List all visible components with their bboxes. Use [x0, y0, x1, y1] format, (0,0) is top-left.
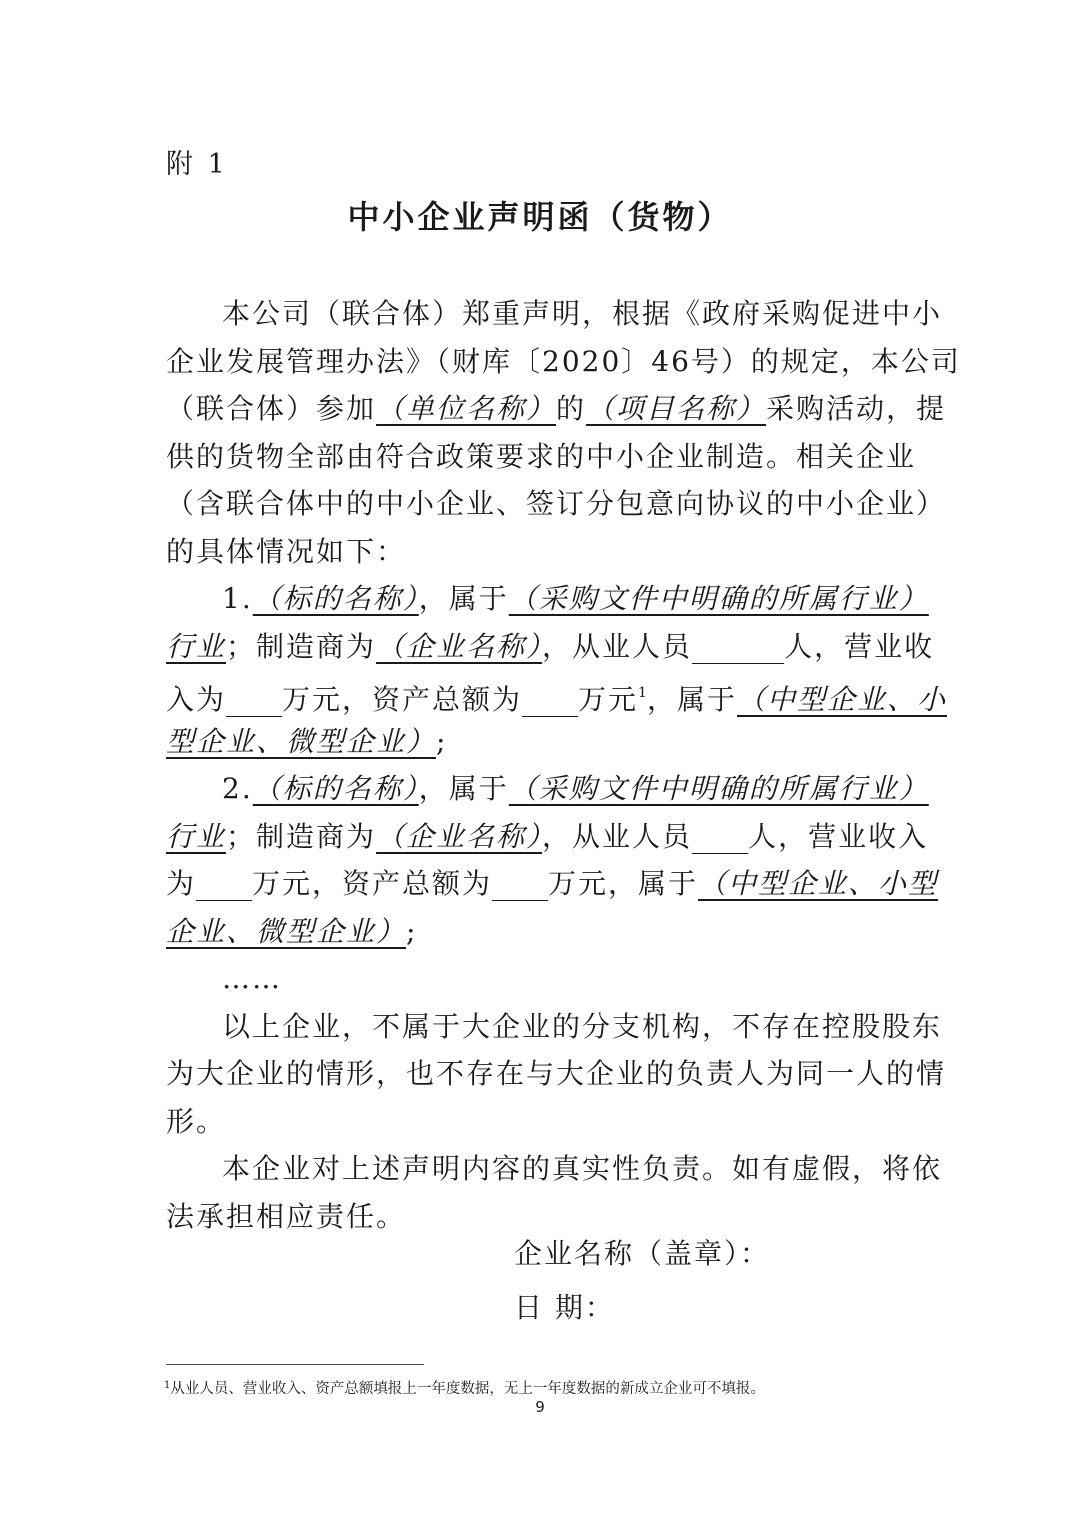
subject-name-field: （标的名称） [252, 582, 419, 615]
annex-label: 附 1 [166, 149, 228, 180]
para2-line: 以上企业，不属于大企业的分支机构，不存在控股股东 [222, 1009, 943, 1043]
date-label: 日 期： [514, 1291, 615, 1324]
para2-line: 为大企业的情形，也不存在与大企业的负责人为同一人的情 [166, 1057, 947, 1090]
intro-line: 本公司（联合体）郑重声明，根据《政府采购促进中小 [222, 297, 943, 330]
enterprise-size-field: （中型企业、小 [736, 683, 947, 716]
page-number: 9 [535, 1398, 545, 1416]
staff-blank [692, 819, 748, 854]
enterprise-size-field: （中型企业、小型 [698, 867, 939, 900]
item-2-line: 行业；制造商为（企业名称），从业人员 人，营业收入 [166, 819, 929, 853]
assets-blank [522, 682, 578, 717]
project-name-field: （项目名称） [586, 392, 767, 425]
item-1-line: 入为 万元，资产总额为 万元$^1$，属于（中型企业、小 [166, 683, 947, 716]
footnote-divider [166, 1364, 424, 1365]
intro-line: （联合体）参加（单位名称）的（项目名称）采购活动，提 [166, 392, 947, 425]
para3-line: 本企业对上述声明内容的真实性负责。如有虚假，将依 [222, 1152, 943, 1185]
intro-line: （含联合体中的中小企业、签订分包意向协议的中小企业） [166, 487, 947, 520]
item-2-line: 为 万元，资产总额为 万元，属于（中型企业、小型 [166, 867, 939, 900]
footnote: $^1$从业人员、营业收入、资产总额填报上一年度数据，无上一年度数据的新成立企业可不填报。 [164, 1380, 765, 1397]
revenue-blank [226, 682, 282, 717]
subject-name-field: （标的名称） [252, 772, 419, 805]
company-seal-label: 企业名称（盖章）： [514, 1237, 771, 1270]
revenue-blank [196, 866, 252, 901]
intro-line: 的具体情况如下： [166, 534, 407, 568]
unit-name-field: （单位名称） [376, 392, 557, 425]
company-name-field: （企业名称） [376, 819, 543, 853]
assets-blank [492, 866, 548, 901]
industry-field: （采购文件中明确的所属行业） [508, 582, 929, 615]
item-1-line: 1.（标的名称），属于（采购文件中明确的所属行业） [222, 582, 929, 615]
declaration-body [166, 290, 961, 1240]
item-1-line: 型企业、微型企业）; [166, 724, 448, 758]
ellipsis: …… [222, 962, 282, 995]
footnote-ref: 1 [638, 685, 647, 701]
intro-line: 供的货物全部由符合政策要求的中小企业制造。相关企业 [166, 439, 917, 473]
intro-line: 企业发展管理办法》（财库〔2020〕46号）的规定，本公司 [166, 344, 961, 378]
industry-field: （采购文件中明确的所属行业） [508, 772, 929, 805]
company-name-field: （企业名称） [376, 629, 543, 663]
para2-line: 形。 [166, 1104, 227, 1138]
page-title: 中小企业声明函（货物） [347, 198, 733, 236]
item-2-line: 2.（标的名称），属于（采购文件中明确的所属行业） [222, 772, 929, 805]
item-1-line: 行业；制造商为（企业名称），从业人员 人，营业收 [166, 629, 935, 663]
item-2-line: 企业、微型企业）; [166, 914, 418, 948]
staff-blank [692, 629, 784, 664]
para3-line: 法承担相应责任。 [166, 1199, 407, 1233]
